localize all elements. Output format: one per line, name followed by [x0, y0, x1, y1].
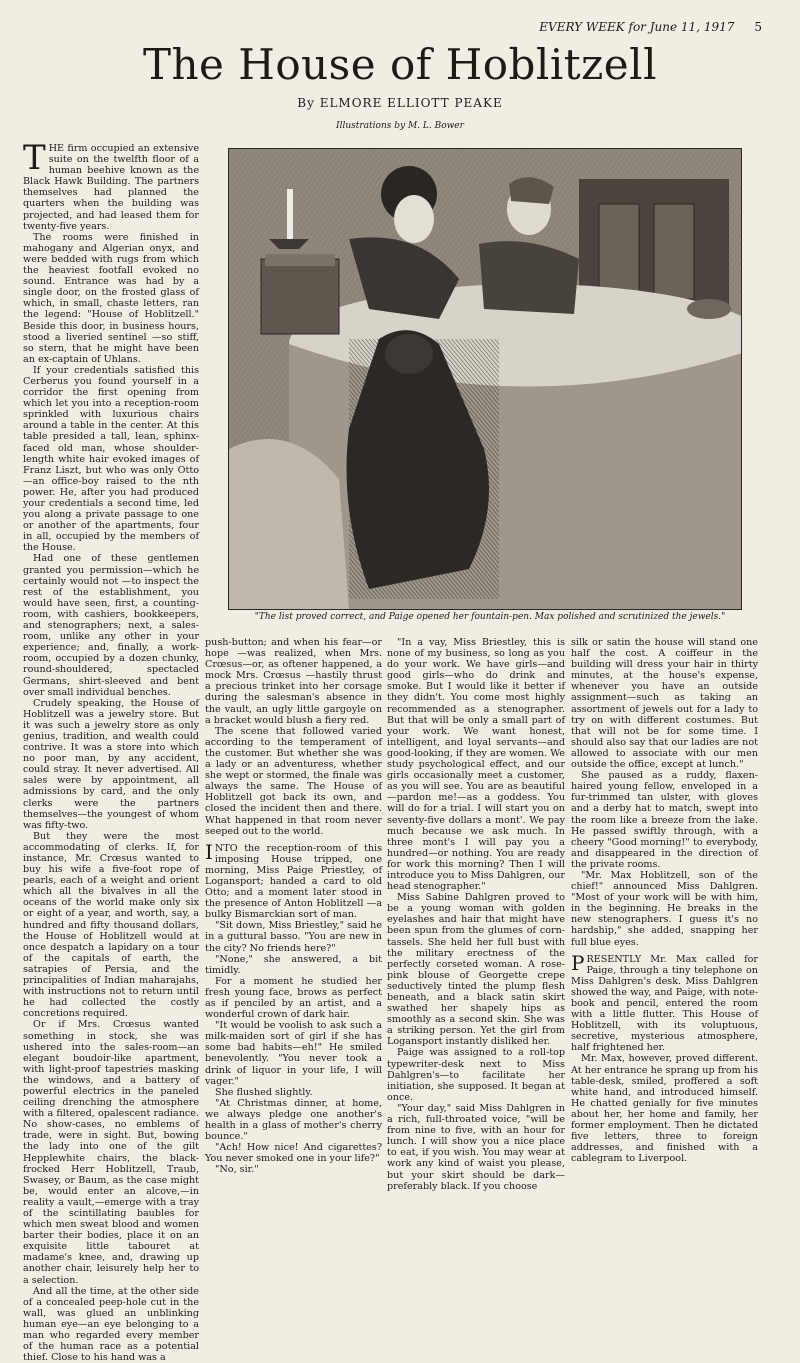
paragraph: For a moment he studied her fresh young face, brows as perfect as if penciled by an artist, and a wonderful crown of dark hair.: [205, 975, 382, 1021]
figure-caption: "The list proved correct, and Paige opened her fountain-pen. Max polished and scrutinized the jewels.": [254, 612, 726, 622]
paragraph: She paused as a ruddy, flaxen-haired young fellow, enveloped in a fur-trimmed tan ulster, with gloves and a derby hat to match, swept into the room like a breeze from the lake. He passed swiftly through, with a cheery "Good morning!" to everybody, and disappeared in the direction of the private rooms.: [571, 770, 758, 870]
paragraph: Paige was assigned to a roll-top typewriter-desk next to Miss Dahlgren's—to facilitate her initiation, she supposed. It began at once.: [387, 1047, 565, 1103]
illustration: [228, 148, 742, 610]
paragraph: "Sit down, Miss Briestley," said he in a guttural basso. "You are new in the city? No friends here?": [205, 920, 382, 954]
paragraph: INTO the reception-room of this imposing House tripped, one morning, Miss Paige Priestley, of Logansport; handed a card to old Otto; and a moment later stood in the presence of Anton Hoblitzell —a bulky Bismarckian sort of man.: [205, 839, 382, 921]
paragraph: If your credentials satisfied this Cerberus you found yourself in a corridor the first opening from which let you into a reception-room sprinkled with luxurious chairs around a table in the center. At this table presided a tall, lean, sphinx-faced old man, whose shoulder-length white hair evoked images of Franz Liszt, but who was only Otto—an office-boy raised to the nth power. He, after you had produced your credentials a second time, led you along a private passage to one or another of the apartments, four in all, occupied by the members of the House.: [23, 364, 199, 554]
section-initial: I: [205, 839, 213, 864]
column-1: [23, 138, 199, 1363]
paragraph: PRESENTLY Mr. Max called for Paige, through a tiny telephone on Miss Dahlgren's desk. Miss Dahlgren showed the way, and Paige, with note-book and pencil, entered the room with a little flutter. This House of Hoblitzell, with its voluptuous, secretive, mysterious atmosphere, half frightened her.: [571, 950, 758, 1054]
paragraph: "It would be voolish to ask such a milk-maiden sort of girl if she has some bad habits—eh!" He smiled benevolently. "You never took a drink of liquor in your life, I will vager.": [205, 1020, 382, 1087]
paragraph: The scene that followed varied according to the temperament of the customer. But whether she was a lady or an adventuress, whether she wept or stormed, the finale was always the same. The House of Hoblitzell got back its own, and closed the incident then and there. What happened in that room never seeped out to the world.: [205, 725, 382, 837]
column-3: [387, 637, 565, 1192]
paragraph: But they were the most accommodating of clerks. If, for instance, Mr. Crœsus wanted to buy his wife a five-foot rope of pearls, each of a weight and orient which all the bivalves in all the oceans of the world make only six or eight of a year, and worth, say, a hundred and fifty thousand dollars, the House of Hoblitzell would at once despatch a lapidary on a tour of the capitals of earth, the satrapies of Persia, and the principalities of Indian maharajahs, with instructions not to return until he had collected the costly concretions required.: [23, 830, 199, 1020]
paragraph: "Ach! How nice! And cigarettes? You never smoked one in your life?": [205, 1142, 382, 1165]
paragraph: "No, sir.": [215, 1164, 259, 1176]
illustration-drawing: [229, 149, 741, 609]
paragraph: "Your day," said Miss Dahlgren in a rich, full-throated voice, "will be from nine to five, with an hour for lunch. I will show you a nice place to eat, if you wish. You may wear at work any kind of waist you please, but your skirt should be dark—preferably black. If you choose: [387, 1102, 565, 1192]
page-number: 5: [754, 20, 762, 34]
paragraph: She flushed slightly.: [215, 1086, 313, 1098]
paragraph: Had one of these gentlemen granted you permission—which he certainly would not —to inspect the rest of the establishment, you would have seen, first, a counting-room, with cashiers, bookkeepers, and stenographers; next, a sales-room, unlike any other in your experience; and, finally, a work-room, occupied by a dozen chunky, round-shouldered, spectacled Germans, shirt-sleeved and bent over small individual benches.: [23, 553, 199, 698]
byline: By ELMORE ELLIOTT PEAKE: [297, 96, 503, 110]
paragraph: Crudely speaking, the House of Hoblitzell was a jewelry store. But it was such a jewelry store as only genius, tradition, and wealth could contrive. It was a store into which no poor man, by any accident, could stray. It never advertised. All sales were by appointment, all admissions by card, and the only clerks were the partners themselves—the youngest of whom was fifty-two.: [23, 697, 199, 831]
running-header: [539, 20, 762, 34]
paragraph: And all the time, at the other side of a concealed peep-hole cut in the wall, was glued an unblinking human eye—an eye belonging to a man who regarded every member of the human race as a potential thief. Close to his hand was a: [23, 1285, 199, 1363]
paragraph: "In a vay, Miss Briestley, this is none of my business, so long as you do your work. We have girls—and good girls—who do drink and smoke. But I would like it better if they didn't. You come most highly recommended as a stenographer. But that will be only a small part of your work. We want honest, intelligent, and loyal servants—and good-looking, if they are women. We study psychological effect, and our girls occasionally meet a customer, as you will see. You are as beautiful—pardon me!—as a goddess. You will do for a trial. I will start you on seventy-five dollars a mont'. We pay much because we ask much. In three mont's I will pay you a hundred—or nothing. You are ready for work this morning? Then I will introduce you to Miss Dahlgren, our head stenographer.": [387, 637, 565, 893]
article-title: The House of Hoblitzell: [142, 40, 658, 89]
column-4: [571, 637, 758, 1164]
paragraph: THE firm occupied an extensive suite on the twelfth floor of a human beehive known as the Black Hawk Building. The partners themselves had planned the quarters when the building was projected, and had leased them for twenty-five years.: [23, 138, 199, 232]
section-initial: P: [571, 950, 585, 975]
paragraph: silk or satin the house will stand one half the cost. A coiffeur in the building will dress your hair in thirty minutes, at the house's expense, whenever you have an outside assignment—such as taking an assortment of jewels out for a lady to try on with different costumes. But that will not be for some time. I should also say that our ladies are not allowed to associate with our men outside the office, except at lunch.": [571, 637, 758, 771]
paragraph: Miss Sabine Dahlgren proved to be a young woman with golden eyelashes and hair that might have been spun from the glumes of corn-tassels. She held her full bust with the military erectness of the perfectly corseted woman. A rose-pink blouse of Georgette crepe seductively tinted the plump flesh beneath, and a black satin skirt swathed her shapely hips as smoothly as a second skin. She was a striking person. Yet the girl from Logansport instantly disliked her.: [387, 892, 565, 1048]
paragraph: Or if Mrs. Crœsus wanted something in stock, she was ushered into the sales-room—an elegant boudoir-like apartment, with light-proof tapestries masking the windows, and a battery of powerful electrics in the paneled ceiling drenching the atmosphere with a filtered, opalescent radiance. No show-cases, no emblems of trade, were in sight. But, bowing the lady into one of the gilt Hepplewhite chairs, the black-frocked Herr Hoblitzell, Traub, Swasey, or Baum, as the case might be, would enter an alcove,—in reality a vault,—emerge with a tray of the scintillating baubles for which men sweat blood and women barter their bodies, place it on an exquisite little tabouret at madame's knee, and, drawing up another chair, leisurely help her to a selection.: [23, 1019, 199, 1286]
illustration-credit: Illustrations by M. L. Bower: [336, 121, 464, 131]
running-head: EVERY WEEK for June 11, 1917: [539, 20, 735, 34]
paragraph: The rooms were finished in mahogany and Algerian onyx, and were bedded with rugs from which the heaviest footfall evoked no sound. Entrance was had by a single door, on the frosted glass of which, in small, chaste letters, ran the legend: "House of Hoblitzell." Beside this door, in business hours, stood a liveried sentinel —so stiff, so stern, that he might have been an ex-captain of Uhlans.: [23, 231, 199, 365]
paragraph: "At Christmas dinner, at home, we always pledge one another's health in a glass of mother's cherry bounce.": [205, 1097, 382, 1143]
column-2: [205, 637, 382, 1176]
drop-cap: T: [23, 138, 46, 178]
paragraph: push-button; and when his fear—or hope —was realized, when Mrs. Crœsus—or, as oftener happened, a mock Mrs. Crœsus —hastily thrust a precious trinket into her corsage during the salesman's absence in the vault, an ugly little gargoyle on a bracket would blush a fiery red.: [205, 637, 382, 726]
paragraph: "Mr. Max Hoblitzell, son of the chief!" announced Miss Dahlgren. "Most of your work will be with him, in the beginning. He breaks in the new stenographers. I guess it's no hardship," she added, snapping her full blue eyes.: [571, 869, 758, 948]
paragraph: Mr. Max, however, proved different. At her entrance he sprang up from his table-desk, smiled, proffered a soft white hand, and introduced himself. He chatted genially for five minutes about her, her home and family, her former employment. Then he dictated five letters, three to foreign addresses, and finished with a cablegram to Liverpool.: [571, 1053, 758, 1165]
paragraph: "None," she answered, a bit timidly.: [205, 953, 382, 976]
